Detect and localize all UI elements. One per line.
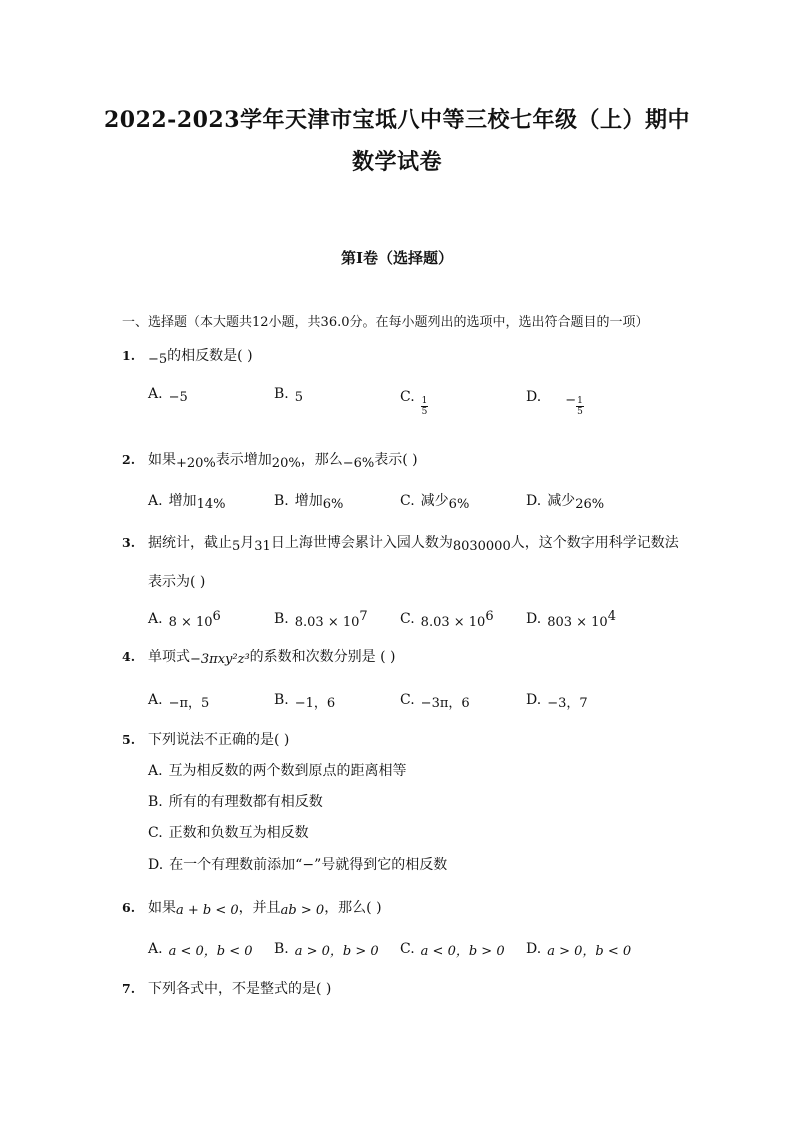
- option-d: D. − $\frac{1}{5}$: [526, 388, 583, 417]
- question-text: 的相反数是( ): [167, 348, 253, 364]
- option-c: C. $\frac{1}{5}$: [400, 388, 428, 417]
- option-a: A. 互为相反数的两个数到原点的距离相等: [148, 763, 407, 779]
- option-d: D. 在一个有理数前添加“−”号就得到它的相反数: [148, 857, 448, 873]
- option-d: D. a > 0，b < 0: [526, 941, 632, 959]
- question-1: [122, 345, 253, 365]
- question-5: 5. 下列说法不正确的是( ): [122, 732, 290, 748]
- question-2: 2. 如果+20%表示增加20%，那么−6%表示( ): [122, 452, 418, 471]
- option-d: D. $803 \times 10^4$: [526, 609, 616, 630]
- exam-title-line2: 数学试卷: [351, 149, 442, 175]
- option-c: C. −3π，6: [400, 692, 470, 711]
- question-3-line2: 表示为( ): [148, 574, 206, 590]
- exam-title-line1: 2022-2023学年天津市宝坻八中等三校七年级（上）期中: [103, 107, 691, 133]
- option-b: B. $8.03 \times 10^7$: [274, 609, 368, 630]
- option-c: C. a < 0，b > 0: [400, 941, 505, 959]
- question-6: 6. 如果a + b < 0，并且ab > 0，那么( ): [122, 900, 382, 918]
- option-b: B. −1，6: [274, 692, 336, 711]
- option-a: A. a < 0，b < 0: [148, 941, 253, 959]
- option-c: C. 正数和负数互为相反数: [148, 825, 309, 841]
- question-3: 3. 据统计，截止5月31日上海世博会累计入园人数为8030000人，这个数字用科学记数法: [122, 535, 679, 554]
- option-a: A. −π，5: [148, 692, 210, 711]
- question-7: 7. 下列各式中，不是整式的是( ): [122, 981, 332, 997]
- question-number: 1.: [122, 348, 136, 363]
- option-a: A. 增加14%: [148, 493, 226, 512]
- option-b: B. 所有的有理数都有相反数: [148, 794, 323, 810]
- option-d: D. 减少26%: [526, 493, 605, 512]
- option-d: D. −3，7: [526, 692, 588, 711]
- fraction: $\frac{1}{5}$: [577, 396, 583, 417]
- question-math: −5: [148, 352, 168, 367]
- question-4: 4. 单项式−3πxy²z³的系数和次数分别是 ( ): [122, 649, 396, 667]
- option-a: A. $8 \times 10^6$: [148, 609, 221, 630]
- fraction: $\frac{1}{5}$: [421, 396, 428, 417]
- section-heading: 一、选择题（本大题共12小题，共36.0分。在每小题列出的选项中，选出符合题目的一项）: [122, 315, 649, 330]
- option-b: B. 增加6%: [274, 493, 344, 512]
- option-b: B. 5: [274, 386, 304, 405]
- option-a: A. −5: [148, 386, 188, 405]
- option-b: B. a > 0，b > 0: [274, 941, 379, 959]
- volume-heading: 第I卷（选择题）: [340, 249, 454, 267]
- option-c: C. $8.03 \times 10^6$: [400, 609, 494, 630]
- option-c: C. 减少6%: [400, 493, 470, 512]
